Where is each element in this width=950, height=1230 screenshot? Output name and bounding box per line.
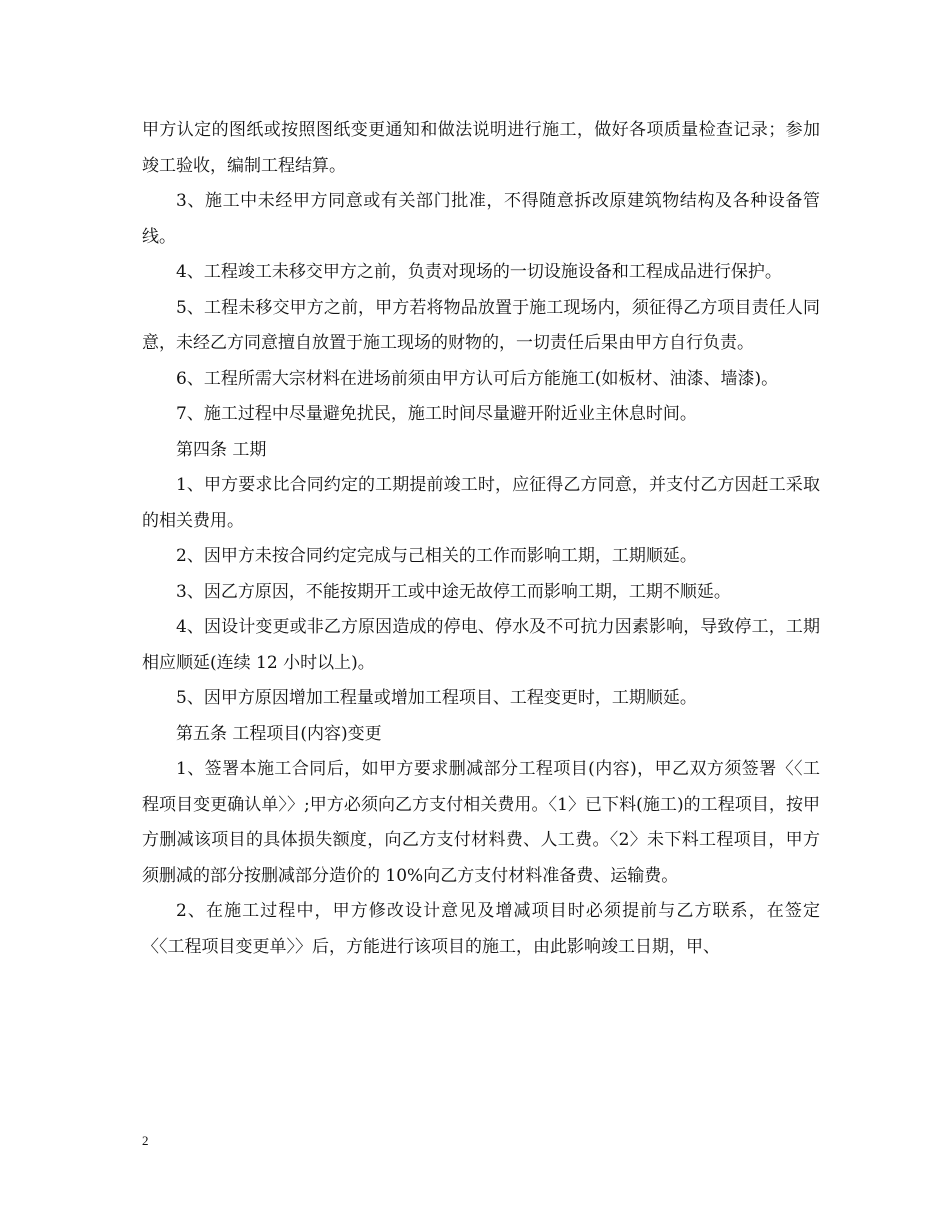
section-heading-article-4: 第四条 工期 (176, 439, 267, 460)
article-4-clause-3: 3、因乙方原因，不能按期开工或中途无故停工而影响工期，工期不顺延。 (176, 581, 731, 602)
document-body (142, 113, 820, 965)
section-heading-article-5: 第五条 工程项目(内容)变更 (176, 723, 382, 744)
page-number: 2 (142, 1133, 149, 1148)
article-5-clause-1: 1、签署本施工合同后，如甲方要求删减部分工程项目(内容)，甲乙双方须签署〈〈工程项目变更确认单〉〉;甲方必须向乙方支付相关费用。〈1〉已下料(施工)的工程项目，按甲方删减该项目的具体损失额度，向乙方支付材料费、人工费。〈2〉未下料工程项目，甲方须删减的部分按删减部分造价的 10%向乙方支付材料准备费、运输费。 (142, 759, 820, 886)
clause-5-items-on-site: 5、工程未移交甲方之前，甲方若将物品放置于施工现场内，须征得乙方项目责任人同意，未经乙方同意擅自放置于施工现场的财物的，一切责任后果由甲方自行负责。 (142, 297, 820, 353)
article-4-clause-2: 2、因甲方未按合同约定完成与己相关的工作而影响工期，工期顺延。 (176, 546, 697, 566)
article-5-clause-2: 2、在施工过程中，甲方修改设计意见及增减项目时必须提前与乙方联系，在签定〈〈工程项目变更单〉〉后，方能进行该项目的施工，由此影响竣工日期，甲、 (142, 901, 820, 957)
clause-6-materials-approval: 6、工程所需大宗材料在进场前须由甲方认可后方能施工(如板材、油漆、墙漆)。 (176, 368, 779, 389)
article-4-clause-1: 1、甲方要求比合同约定的工期提前竣工时，应征得乙方同意，并支付乙方因赶工采取的相关费用。 (142, 475, 820, 531)
article-4-clause-5: 5、因甲方原因增加工程量或增加工程项目、工程变更时，工期顺延。 (176, 688, 697, 708)
clause-3-no-alteration: 3、施工中未经甲方同意或有关部门批准，不得随意拆改原建筑物结构及各种设备管线。 (142, 191, 820, 247)
clause-7-avoid-disturbance: 7、施工过程中尽量避免扰民，施工时间尽量避开附近业主休息时间。 (176, 404, 697, 424)
paragraph-continued: 甲方认定的图纸或按照图纸变更通知和做法说明进行施工，做好各项质量检查记录；参加竣工验收，编制工程结算。 (142, 120, 820, 176)
clause-4-site-protection: 4、工程竣工未移交甲方之前，负责对现场的一切设施设备和工程成品进行保护。 (176, 262, 782, 282)
article-4-clause-4: 4、因设计变更或非乙方原因造成的停电、停水及不可抗力因素影响，导致停工，工期相应顺延(连续 12 小时以上)。 (142, 617, 820, 673)
